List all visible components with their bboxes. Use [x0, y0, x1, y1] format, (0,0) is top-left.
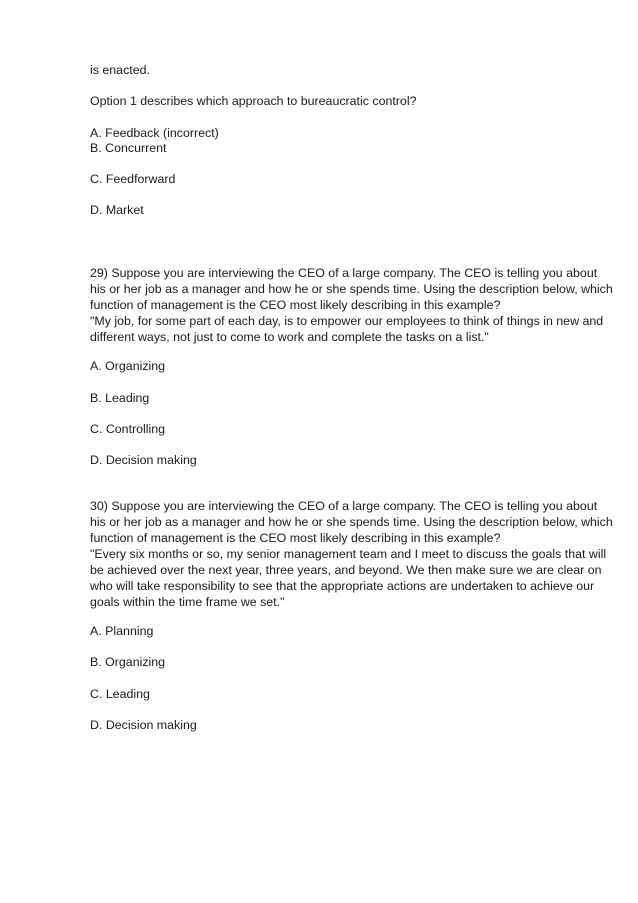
question-text: "Every six months or so, my senior management team and I meet to discuss the goals that will — [90, 547, 607, 561]
answer-option: D. Market — [90, 203, 144, 217]
question-text: who will take responsibility to see that the appropriate actions are undertaken to achieve our — [90, 579, 595, 593]
question-text: 30) Suppose you are interviewing the CEO of a large company. The CEO is telling you about — [90, 499, 598, 513]
answer-option: A. Organizing — [90, 359, 166, 373]
answer-option: B. Leading — [90, 391, 150, 405]
answer-option: D. Decision making — [90, 453, 197, 467]
answer-option: B. Concurrent — [90, 141, 167, 155]
question-text: different ways, not just to come to work and complete the tasks on a list." — [90, 330, 489, 344]
question-text: his or her job as a manager and how he or she spends time. Using the description below, which — [90, 282, 613, 296]
answer-option: C. Controlling — [90, 422, 166, 436]
question-text: "My job, for some part of each day, is to empower our employees to think of things in new and — [90, 314, 604, 328]
question-text: be achieved over the next year, three years, and beyond. We then make sure we are clear on — [90, 563, 602, 577]
answer-option: A. Feedback (incorrect) — [90, 126, 219, 140]
question-text: function of management is the CEO most likely describing in this example? — [90, 298, 501, 312]
answer-option: A. Planning — [90, 624, 154, 638]
answer-option: C. Leading — [90, 687, 150, 701]
answer-option: B. Organizing — [90, 655, 166, 669]
question-text: function of management is the CEO most likely describing in this example? — [90, 531, 501, 545]
text-line: is enacted. — [90, 63, 150, 77]
question-text: 29) Suppose you are interviewing the CEO of a large company. The CEO is telling you about — [90, 266, 598, 280]
answer-option: D. Decision making — [90, 718, 197, 732]
answer-option: C. Feedforward — [90, 172, 176, 186]
question-text: his or her job as a manager and how he or she spends time. Using the description below, which — [90, 515, 613, 529]
question-text: Option 1 describes which approach to bureaucratic control? — [90, 94, 417, 108]
question-text: goals within the time frame we set." — [90, 595, 285, 609]
